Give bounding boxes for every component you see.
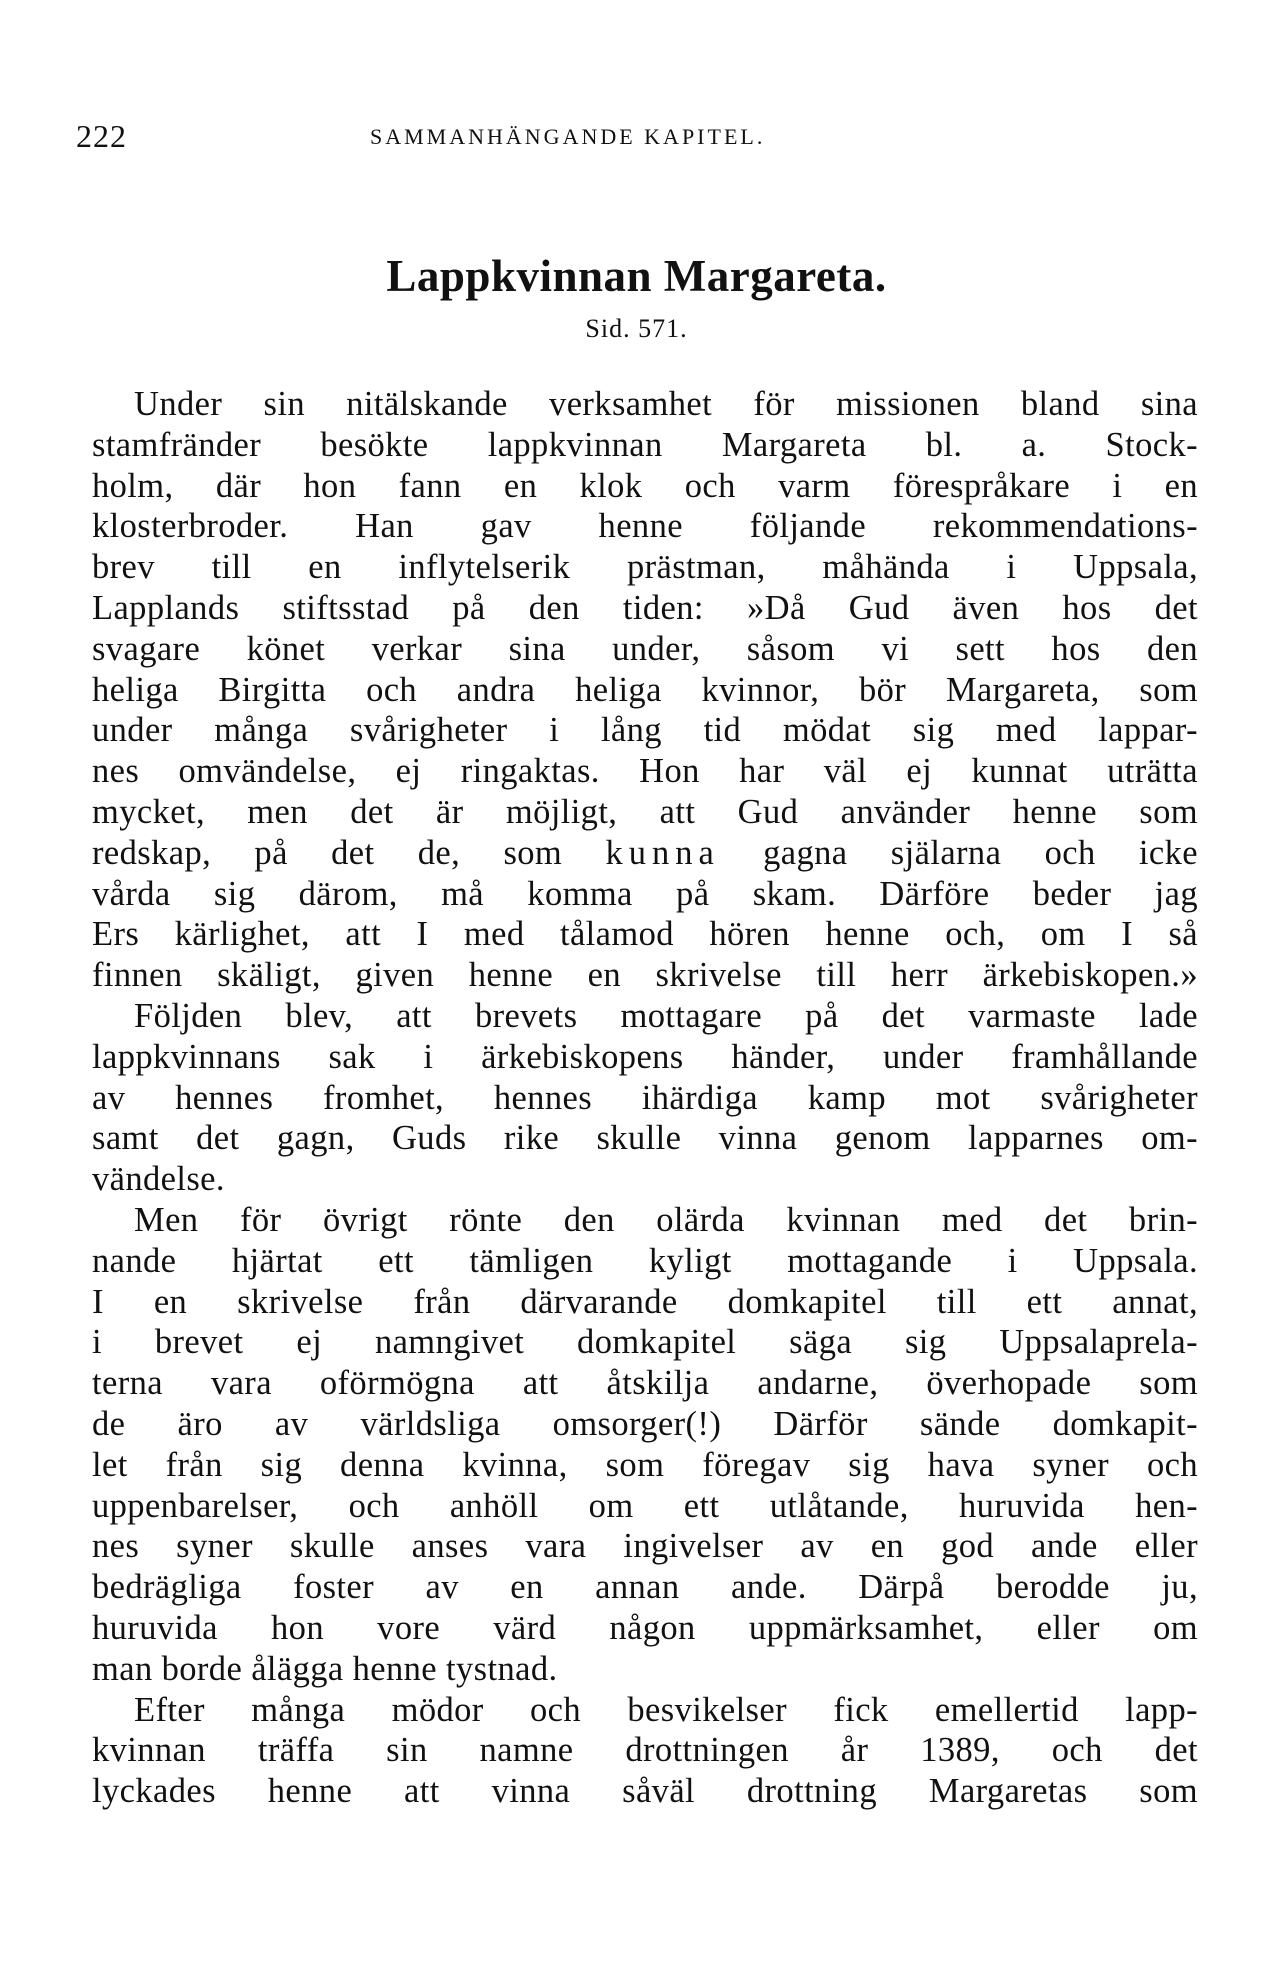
text-line: samt det gagn, Guds rike skulle vinna genom lapparnes om- bbox=[92, 1119, 1198, 1158]
page-number: 222 bbox=[76, 118, 127, 154]
text-line: i brevet ej namngivet domkapitel säga sig Uppsalaprela- bbox=[92, 1323, 1198, 1362]
paragraph-3 bbox=[92, 1200, 1198, 1690]
text-line: Men för övrigt rönte den olärda kvinnan med det brin- bbox=[134, 1200, 1198, 1239]
paragraph-1 bbox=[92, 384, 1198, 996]
text-line: holm, där hon fann en klok och varm förespråkare i en bbox=[92, 466, 1198, 505]
text-line: Lapplands stiftsstad på den tiden: »Då Gud även hos det bbox=[92, 588, 1198, 627]
paragraph-2 bbox=[92, 996, 1198, 1200]
text-line: lyckades henne att vinna såväl drottning Margaretas som bbox=[92, 1772, 1198, 1811]
emphasized-word: kunna bbox=[605, 833, 720, 872]
text-line: heliga Birgitta och andra heliga kvinnor, bör Margareta, som bbox=[92, 670, 1198, 709]
text-line: Ers kärlighet, att I med tålamod hören henne och, om I så bbox=[92, 915, 1198, 954]
text-line: Under sin nitälskande verksamhet för missionen bland sina bbox=[134, 385, 1198, 423]
text-segment: gagna själarna och icke bbox=[719, 833, 1198, 872]
text-line: huruvida hon vore värd någon uppmärksamhet, eller om bbox=[92, 1608, 1198, 1647]
text-line: stamfränder besökte lappkvinnan Margareta bl. a. Stock- bbox=[92, 425, 1198, 464]
text-line: let från sig denna kvinna, som föregav sig hava syner och bbox=[92, 1445, 1198, 1484]
text-line: kvinnan träffa sin namne drottningen år 1389, och det bbox=[92, 1731, 1198, 1770]
text-line: finnen skäligt, given henne en skrivelse till herr ärkebiskopen.» bbox=[92, 956, 1198, 995]
body-text bbox=[92, 384, 1198, 1812]
running-header bbox=[76, 118, 1196, 158]
text-line: Efter många mödor och besvikelser fick emellertid lapp- bbox=[134, 1690, 1198, 1729]
text-line: klosterbroder. Han gav henne följande rekommendations- bbox=[92, 507, 1198, 546]
text-line: bedrägliga foster av en annan ande. Därpå berodde ju, bbox=[92, 1568, 1198, 1607]
chapter-title: Lappkvinnan Margareta. bbox=[386, 251, 887, 301]
text-line: terna vara oförmögna att åtskilja andarne, överhopade som bbox=[92, 1364, 1198, 1403]
text-line: lappkvinnans sak i ärkebiskopens händer, under framhållande bbox=[92, 1037, 1198, 1076]
text-line: vändelse. bbox=[92, 1160, 225, 1199]
page-reference: Sid. 571. bbox=[585, 314, 688, 343]
text-line: mycket, men det är möjligt, att Gud använder henne som bbox=[92, 792, 1198, 831]
text-line: svagare könet verkar sina under, såsom vi sett hos den bbox=[92, 629, 1198, 668]
text-line-with-emphasis bbox=[92, 833, 1198, 874]
text-line: nes omvändelse, ej ringaktas. Hon har väl ej kunnat uträtta bbox=[92, 752, 1198, 791]
text-line: Följden blev, att brevets mottagare på det varmaste lade bbox=[134, 996, 1198, 1035]
text-line: nande hjärtat ett tämligen kyligt mottagande i Uppsala. bbox=[92, 1241, 1198, 1280]
paragraph-4 bbox=[92, 1690, 1198, 1812]
running-title: SAMMANHÄNGANDE KAPITEL. bbox=[370, 124, 766, 149]
text-line: vårda sig därom, må komma på skam. Därföre beder jag bbox=[92, 874, 1198, 913]
text-line: under många svårigheter i lång tid mödat sig med lappar- bbox=[92, 711, 1198, 750]
text-line: de äro av världsliga omsorger(!) Därför sände domkapit- bbox=[92, 1404, 1198, 1443]
text-line: av hennes fromhet, hennes ihärdiga kamp mot svårigheter bbox=[92, 1078, 1198, 1117]
text-line: brev till en inflytelserik prästman, måhända i Uppsala, bbox=[92, 548, 1198, 587]
text-line: man borde ålägga henne tystnad. bbox=[92, 1649, 558, 1688]
text-segment: redskap, på det de, som bbox=[92, 833, 606, 872]
text-line: nes syner skulle anses vara ingivelser av en god ande eller bbox=[92, 1527, 1198, 1566]
text-line: I en skrivelse från därvarande domkapitel till ett annat, bbox=[92, 1282, 1198, 1321]
text-line: uppenbarelser, och anhöll om ett utlåtande, huruvida hen- bbox=[92, 1486, 1198, 1525]
